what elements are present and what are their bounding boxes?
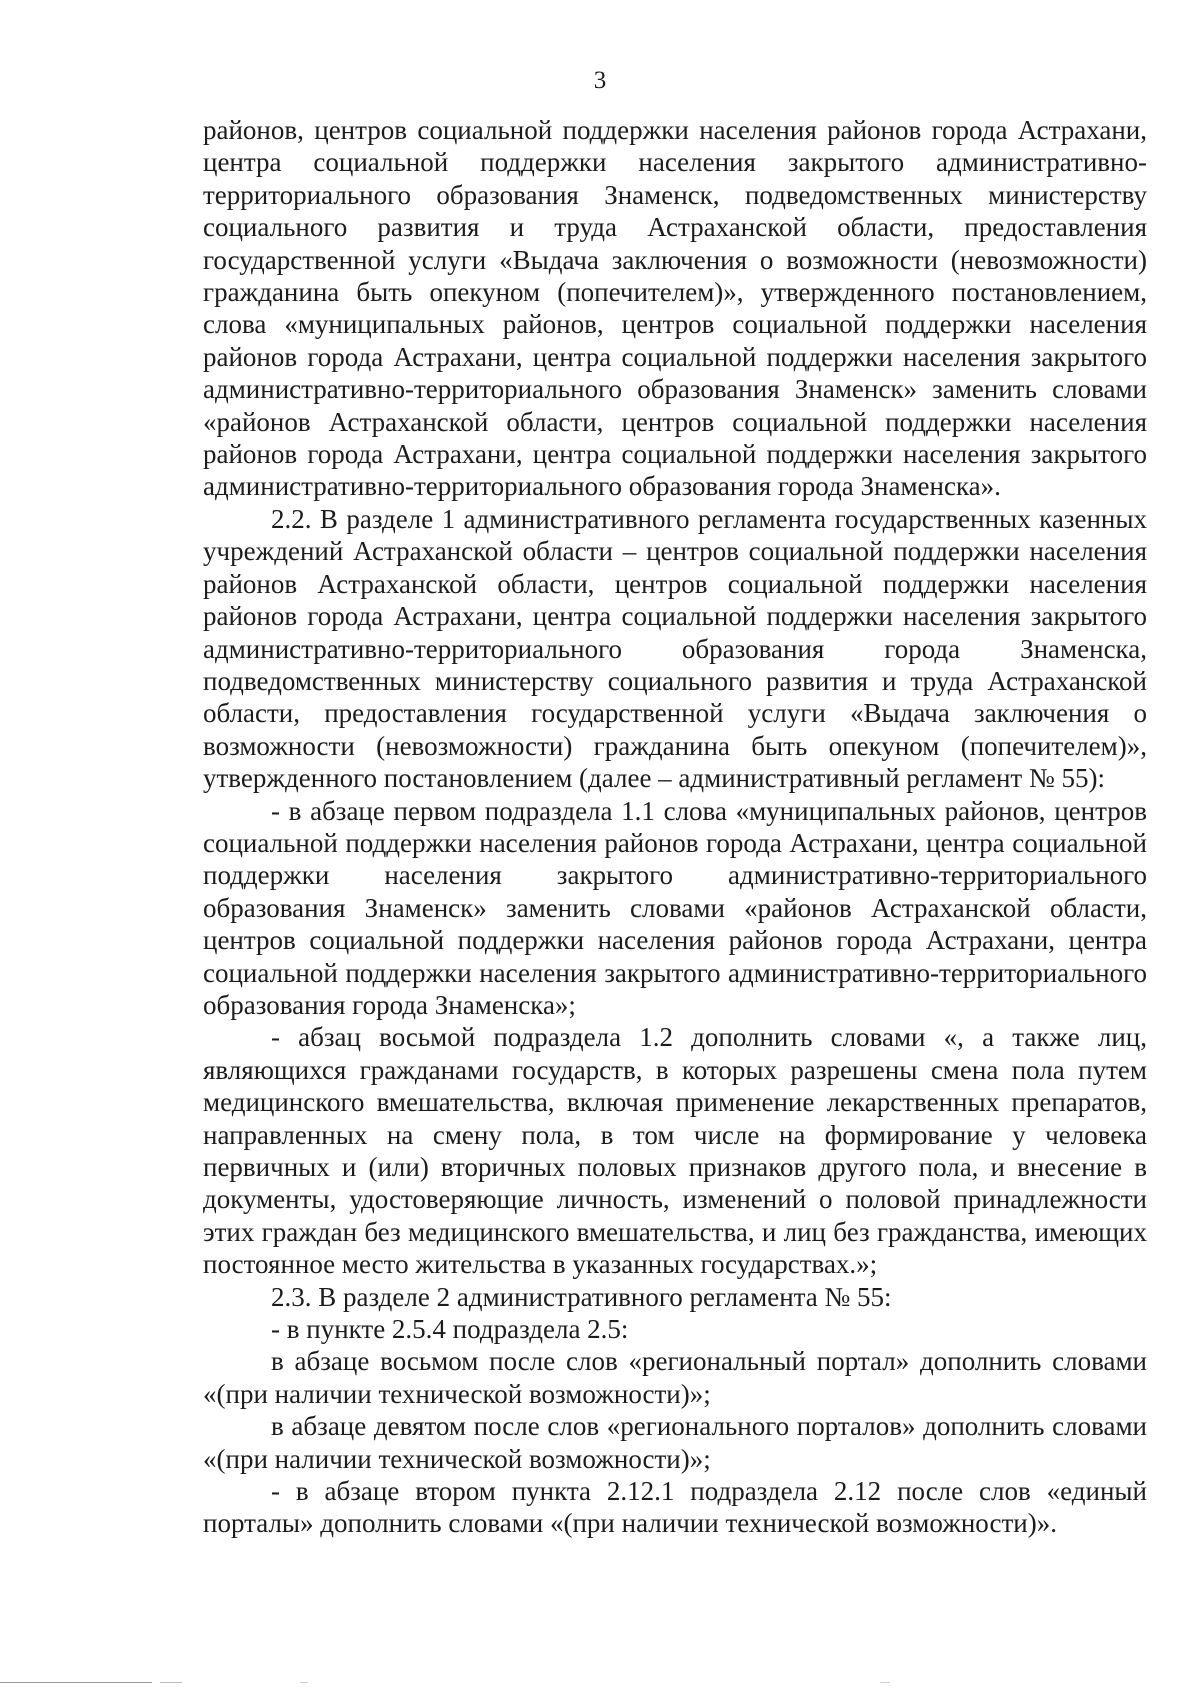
- paragraph-item-1-1: - в абзаце первом подраздела 1.1 слова «муниципальных районов, центров социальной поддержки населения районов города Астрахани, центра социальной поддержки населения закрытого административно-территориального образования Знаменск» заменить словами «районов Астраханской области, центров социальной поддержки населения районов города Астрахани, центра социальной поддержки населения закрытого административно-территориального образования города Знаменска»;: [203, 795, 1147, 1020]
- scan-artifact-line: [0, 1682, 152, 1683]
- document-body: [203, 114, 1147, 1540]
- paragraph-item-2-12-1: - в абзаце втором пункта 2.12.1 подраздела 2.12 после слов «единый порталы» дополнить словами «(при наличии технической возможности)».: [203, 1476, 1147, 1539]
- paragraph-section-2-2: 2.2. В разделе 1 административного регламента государственных казенных учреждений Астраханской области – центров социальной поддержки населения районов Астраханской области, центров социальной поддержки населения районов города Астрахани, центра социальной поддержки населения закрытого административно-территориального образования города Знаменска, подведомственных министерству социального развития и труда Астраханской области, предоставления государственной услуги «Выдача заключения о возможности (невозможности) гражданина быть опекуном (попечителем)», утвержденного постановлением (далее – административный регламент № 55):: [203, 503, 1147, 794]
- scan-artifact-line: [160, 1682, 182, 1683]
- paragraph-item-2-5-4: - в пункте 2.5.4 подраздела 2.5:: [271, 1314, 629, 1345]
- paragraph-abzac-8: в абзаце восьмом после слов «региональный портал» дополнить словами «(при наличии технической возможности)»;: [203, 1346, 1147, 1409]
- scan-artifact-dot: [300, 1682, 308, 1683]
- paragraph-continuation: районов, центров социальной поддержки населения районов города Астрахани, центра социальной поддержки населения закрытого административно-территориального образования Знаменск, подведомственных министерству социального развития и труда Астраханской области, предоставления государственной услуги «Выдача заключения о возможности (невозможности) гражданина быть опекуном (попечителем)», утвержденного постановлением, слова «муниципальных районов, центров социальной поддержки населения районов города Астрахани, центра социальной поддержки населения закрытого административно-территориального образования Знаменск» заменить словами «районов Астраханской области, центров социальной поддержки населения районов города Астрахани, центра социальной поддержки населения закрытого административно-территориального образования города Знаменска».: [203, 115, 1147, 502]
- paragraph-abzac-9: в абзаце девятом после слов «регионального порталов» дополнить словами «(при наличии технической возможности)»;: [203, 1411, 1147, 1474]
- paragraph-item-1-2: - абзац восьмой подраздела 1.2 дополнить словами «, а также лиц, являющихся гражданами государств, в которых разрешены смена пола путем медицинского вмешательства, включая применение лекарственных препаратов, направленных на смену пола, в том числе на формирование у человека первичных и (или) вторичных половых признаков другого пола, и внесение в документы, удостоверяющие личность, изменений о половой принадлежности этих граждан без медицинского вмешательства, и лиц без гражданства, имеющих постоянное место жительства в указанных государствах.»;: [203, 1022, 1147, 1280]
- paragraph-section-2-3: 2.3. В разделе 2 административного регламента № 55:: [271, 1281, 892, 1312]
- scan-artifact-dot: [880, 1682, 890, 1683]
- page-number: 3: [593, 67, 607, 94]
